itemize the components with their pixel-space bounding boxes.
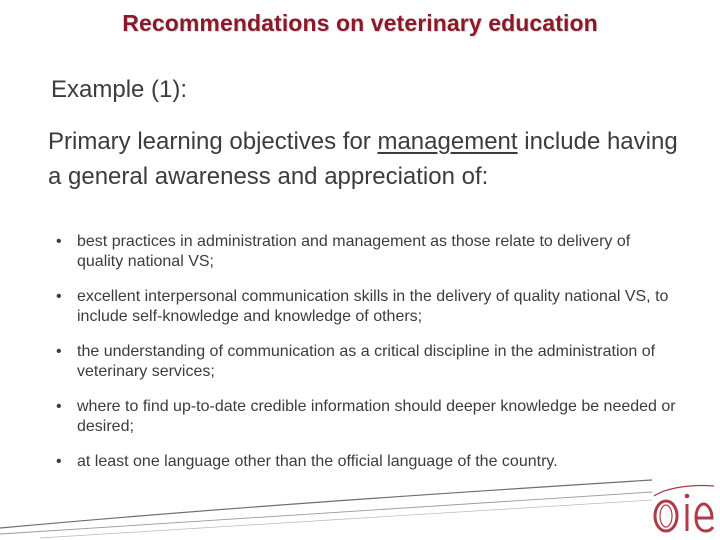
list-item — [56, 397, 676, 437]
oie-logo — [0, 460, 720, 540]
intro-text-start: Primary learning objectives for — [48, 128, 378, 155]
list-item-text: best practices in administration and management as those relate to delivery of quality national VS; — [77, 233, 631, 270]
intro-text-end: include having a general awareness and appreciation of: — [48, 128, 678, 190]
bullet-marker: • — [56, 343, 62, 360]
list-item — [56, 287, 676, 327]
example-label: Example (1): — [51, 76, 188, 103]
bullet-marker: • — [56, 398, 62, 415]
list-item — [56, 342, 676, 382]
decorative-swoosh-line — [0, 480, 652, 528]
intro-paragraph — [48, 124, 688, 194]
slide-title: Recommendations on veterinary education — [122, 10, 598, 36]
list-item — [56, 232, 676, 272]
bullet-marker: • — [56, 453, 62, 470]
list-item-text: where to find up-to-date credible information should deeper knowledge be needed or desired; — [77, 398, 676, 435]
bullet-marker: • — [56, 233, 62, 250]
bullet-list — [56, 232, 676, 487]
list-item-text: at least one language other than the official language of the country. — [77, 453, 558, 470]
decorative-swoosh-line — [0, 492, 652, 534]
bullet-marker: • — [56, 288, 62, 305]
oie-logo-mark — [654, 485, 714, 531]
list-item-text: excellent interpersonal communication skills in the delivery of quality national VS, to include self-knowledge and knowledge of others; — [77, 288, 669, 325]
list-item-text: the understanding of communication as a critical discipline in the administration of veterinary services; — [77, 343, 656, 380]
decorative-swoosh-line — [40, 500, 652, 538]
intro-underlined-term: management — [377, 128, 518, 155]
